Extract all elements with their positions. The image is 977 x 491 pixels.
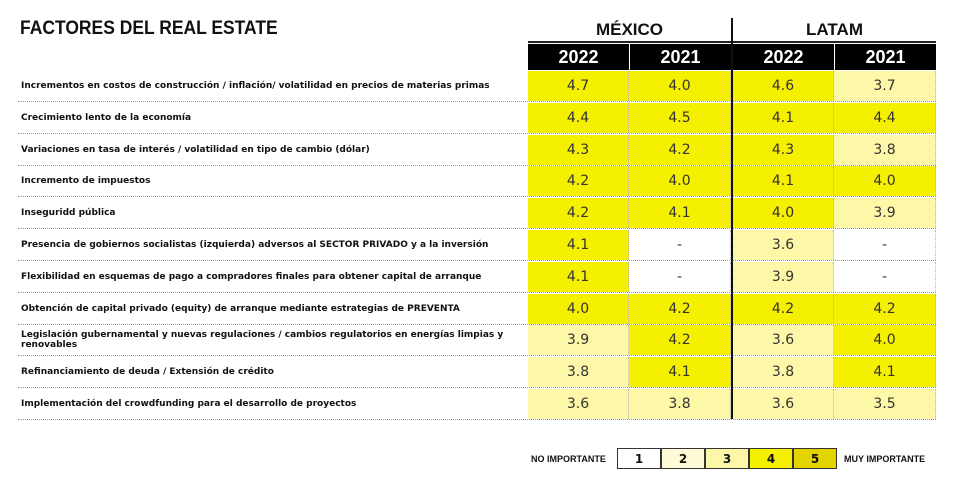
table-row — [18, 103, 936, 134]
value-cell: 4.2 — [733, 294, 834, 324]
value-cell: 4.1 — [528, 230, 629, 260]
row-label: Flexibilidad en esquemas de pago a compradores finales para obtener capital de arranque — [21, 271, 482, 282]
value-cell: 3.6 — [733, 389, 834, 419]
value-cell: 4.1 — [528, 262, 629, 292]
table-row — [18, 198, 936, 229]
value-cell: 4.4 — [834, 103, 936, 133]
row-label: Incrementos en costos de construcción / inflación/ volatilidad en precios de materias primas — [21, 81, 490, 91]
year-header-latam-2021: 2021 — [834, 44, 936, 70]
value-cell: 4.1 — [733, 166, 834, 196]
value-cell: 3.8 — [834, 135, 936, 165]
value-cell: 4.0 — [733, 198, 834, 228]
value-cell: 4.4 — [528, 103, 629, 133]
value-cell: 4.3 — [733, 135, 834, 165]
value-cell: 3.9 — [733, 262, 834, 292]
row-label: Incremento de impuestos — [21, 176, 151, 187]
page-title: FACTORES DEL REAL ESTATE — [20, 18, 278, 39]
legend-scale-box: 3 — [705, 448, 749, 469]
table-row — [18, 135, 936, 166]
value-cell: 3.6 — [733, 230, 834, 260]
row-label: Legislación gubernamental y nuevas regulaciones / cambios regulatorios en energías limpias y renovables — [21, 330, 504, 351]
table-row — [18, 389, 936, 420]
legend-low-label: NO IMPORTANTE — [531, 453, 606, 464]
value-cell: 4.7 — [528, 71, 629, 101]
row-label: Crecimiento lento de la economía — [21, 112, 192, 123]
value-cell: 3.7 — [834, 71, 936, 101]
year-header-mexico-2022: 2022 — [528, 44, 629, 70]
value-cell: 4.1 — [733, 103, 834, 133]
table-row — [18, 262, 936, 293]
value-cell: - — [834, 230, 936, 260]
legend-scale-box: 2 — [661, 448, 705, 469]
row-label: Obtención de capital privado (equity) de arranque mediante estrategias de PREVENTA — [21, 303, 460, 314]
value-cell: 4.0 — [834, 325, 936, 355]
table-row — [18, 357, 936, 388]
value-cell: 4.2 — [629, 135, 731, 165]
value-cell: 4.2 — [834, 294, 936, 324]
legend-scale-box: 4 — [749, 448, 793, 469]
value-cell: - — [629, 230, 731, 260]
value-cell: 3.8 — [629, 389, 731, 419]
value-cell: 4.1 — [629, 357, 731, 387]
legend-high-label: MUY IMPORTANTE — [844, 453, 926, 464]
value-cell: 3.6 — [528, 389, 629, 419]
table-row — [18, 71, 936, 102]
value-cell: 3.9 — [528, 325, 629, 355]
legend-scale-box: 1 — [617, 448, 661, 469]
table-row — [18, 294, 936, 325]
year-header-mexico-2021: 2021 — [629, 44, 731, 70]
value-cell: 4.5 — [629, 103, 731, 133]
table-row — [18, 230, 936, 261]
value-cell: - — [629, 262, 731, 292]
value-cell: 4.1 — [834, 357, 936, 387]
value-cell: 4.2 — [528, 198, 629, 228]
legend-scale-box: 5 — [793, 448, 837, 469]
value-cell: 3.8 — [528, 357, 629, 387]
row-label: Refinanciamiento de deuda / Extensión de crédito — [21, 367, 274, 378]
value-cell: 4.3 — [528, 135, 629, 165]
value-cell: 3.8 — [733, 357, 834, 387]
year-header-latam-2022: 2022 — [733, 44, 834, 70]
row-label: Inseguridd pública — [21, 208, 116, 219]
value-cell: 4.2 — [528, 166, 629, 196]
value-cell: 4.6 — [733, 71, 834, 101]
region-header-latam: LATAM — [733, 18, 936, 43]
value-cell: 4.0 — [629, 71, 731, 101]
table-row — [18, 166, 936, 197]
table-row — [18, 325, 936, 356]
value-cell: 3.6 — [733, 325, 834, 355]
value-cell: 4.0 — [629, 166, 731, 196]
value-cell: 3.5 — [834, 389, 936, 419]
value-cell: 4.2 — [629, 325, 731, 355]
value-cell: 4.1 — [629, 198, 731, 228]
row-label: Presencia de gobiernos socialistas (izquierda) adversos al SECTOR PRIVADO y a la inversión — [21, 240, 489, 250]
row-label: Implementación del crowdfunding para el desarrollo de proyectos — [21, 399, 357, 409]
row-label: Variaciones en tasa de interés / volatilidad en tipo de cambio (dólar) — [21, 144, 370, 155]
value-cell: 4.2 — [629, 294, 731, 324]
value-cell: 3.9 — [834, 198, 936, 228]
region-header-mexico: MÉXICO — [528, 18, 731, 43]
value-cell: 4.0 — [528, 294, 629, 324]
value-cell: - — [834, 262, 936, 292]
region-divider — [731, 18, 733, 419]
value-cell: 4.0 — [834, 166, 936, 196]
